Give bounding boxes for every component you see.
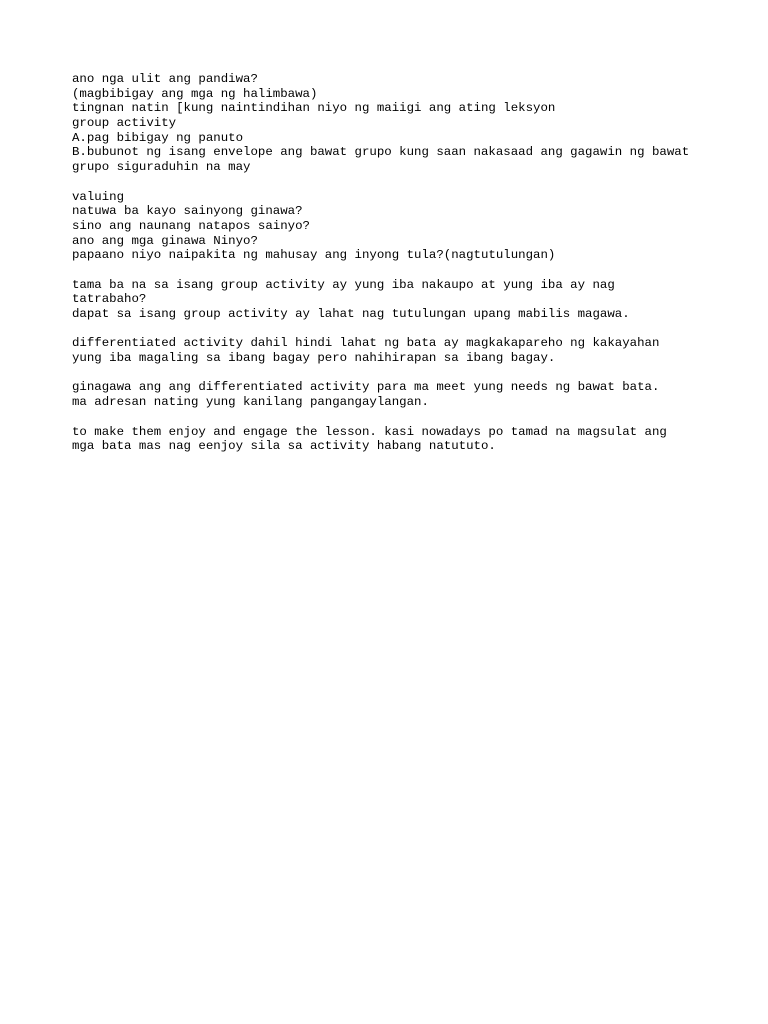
text-line: grupo siguraduhin na may bbox=[72, 160, 251, 175]
paragraph-gap bbox=[72, 366, 712, 381]
text-line: A.pag bibigay ng panuto bbox=[72, 130, 244, 145]
text-line: ano ang mga ginawa Ninyo? bbox=[72, 233, 258, 248]
paragraph-gap bbox=[72, 175, 712, 190]
text-line: ano nga ulit ang pandiwa? bbox=[72, 72, 258, 86]
paragraph-gap bbox=[72, 322, 712, 337]
text-line: ma adresan nating yung kanilang pangangaylangan. bbox=[72, 395, 429, 410]
text-line: sino ang naunang natapos sainyo? bbox=[72, 218, 310, 233]
text-line: dapat sa isang group activity ay lahat nag tutulungan upang mabilis magawa. bbox=[72, 307, 630, 321]
text-line: mga bata mas nag eenjoy sila sa activity habang natututo. bbox=[72, 439, 496, 454]
text-line: yung iba magaling sa ibang bagay pero nahihirapan sa ibang bagay. bbox=[72, 351, 556, 366]
text-line: B.bubunot ng isang envelope ang bawat grupo kung saan nakasaad ang gagawin ng bawat bbox=[72, 145, 690, 160]
text-line: valuing bbox=[72, 189, 125, 204]
text-line: ginagawa ang ang differentiated activity para ma meet yung needs ng bawat bata. bbox=[72, 380, 660, 395]
document-page bbox=[72, 72, 712, 454]
text-line: differentiated activity dahil hindi lahat ng bata ay magkakapareho ng kakayahan bbox=[72, 336, 660, 351]
text-line: group activity bbox=[72, 116, 177, 131]
paragraph-gap bbox=[72, 410, 712, 425]
text-line: papaano niyo naipakita ng mahusay ang inyong tula?(nagtutulungan) bbox=[72, 248, 556, 263]
text-line: tingnan natin [kung naintindihan niyo ng maiigi ang ating leksyon bbox=[72, 101, 556, 116]
paragraph-gap bbox=[72, 263, 712, 278]
text-line: tatrabaho? bbox=[72, 292, 147, 307]
text-line: tama ba na sa isang group activity ay yung iba nakaupo at yung iba ay nag bbox=[72, 277, 615, 292]
text-line: to make them enjoy and engage the lesson. kasi nowadays po tamad na magsulat ang bbox=[72, 424, 667, 439]
text-line: (magbibigay ang mga ng halimbawa) bbox=[72, 86, 318, 101]
text-line: natuwa ba kayo sainyong ginawa? bbox=[72, 204, 303, 219]
